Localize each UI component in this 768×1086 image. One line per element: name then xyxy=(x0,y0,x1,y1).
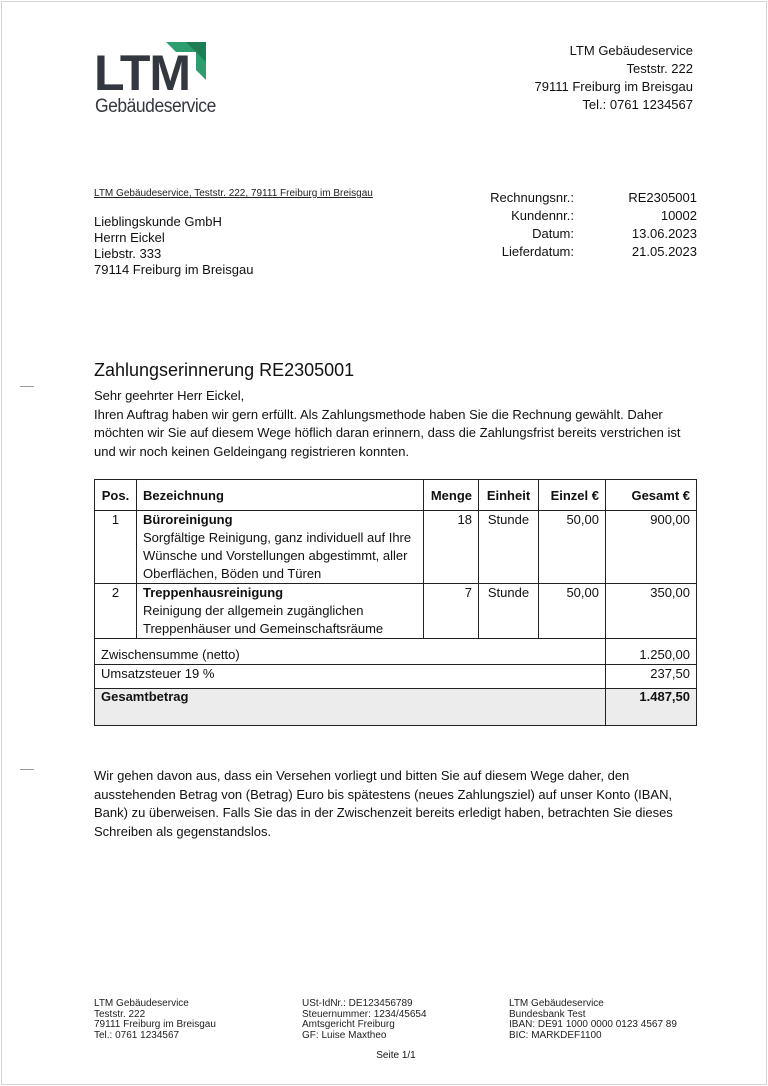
item-description-cell xyxy=(137,511,424,584)
total-label: Gesamtbetrag xyxy=(95,689,606,726)
meta-value: 21.05.2023 xyxy=(631,244,697,259)
item-menge: 18 xyxy=(424,511,479,584)
items-table xyxy=(94,479,697,726)
header-pos: Pos. xyxy=(95,480,137,511)
footer-line: IBAN: DE91 1000 0000 0123 4567 89 xyxy=(509,1019,677,1030)
meta-row-invoice-number xyxy=(472,189,697,207)
recipient-company: Lieblingskunde GmbH xyxy=(94,214,222,229)
company-address xyxy=(535,42,694,114)
logo-wordmark: LTM xyxy=(94,45,191,101)
closing-text: Wir gehen davon aus, dass ein Versehen vorliegt und bitten Sie auf diesem Wege daher, den ausstehenden Betrag von (Betrag) Euro bis spätestens (neues Zahlungsziel) auf unser Konto (IBAN, Bank) zu überweisen. Falls Sie das in der Zwischenzeit bereits erledigt haben, betrachten Sie dieses Schreiben als gegenstandslos. xyxy=(94,768,673,839)
footer-line: Bundesbank Test xyxy=(509,1008,586,1020)
subtotal-row xyxy=(95,639,697,665)
total-row xyxy=(95,689,697,726)
footer-line: Steuernummer: 1234/45654 xyxy=(302,1008,427,1020)
item-einheit: Stunde xyxy=(479,584,539,639)
item-title: Treppenhausreinigung xyxy=(143,585,284,600)
footer-line: Amtsgericht Freiburg xyxy=(302,1019,395,1030)
meta-value: 10002 xyxy=(660,208,697,223)
total-value: 1.487,50 xyxy=(606,689,697,726)
item-description: Reinigung der allgemein zugänglichen Treppenhäuser und Gemeinschaftsräume xyxy=(143,603,384,636)
subtotal-value: 1.250,00 xyxy=(606,639,697,665)
tax-label: Umsatzsteuer 19 % xyxy=(95,665,606,689)
company-city: 79111 Freiburg im Breisgau xyxy=(534,79,693,94)
document-title: Zahlungserinnerung RE2305001 xyxy=(94,360,355,380)
recipient-street: Liebstr. 333 xyxy=(94,246,162,261)
item-description-cell xyxy=(137,584,424,639)
recipient-person: Herrn Eickel xyxy=(94,230,165,245)
meta-row-customer-number xyxy=(472,207,697,225)
footer-tax-info xyxy=(302,999,427,1041)
footer-line: Tel.: 0761 1234567 xyxy=(94,1029,180,1041)
fold-mark xyxy=(20,769,34,770)
sender-return-line: LTM Gebäudeservice, Teststr. 222, 79111 Freiburg im Breisgau xyxy=(94,188,373,199)
item-einzel: 50,00 xyxy=(539,584,606,639)
meta-label: Datum: xyxy=(532,226,574,241)
item-einheit: Stunde xyxy=(479,511,539,584)
meta-label: Rechnungsnr.: xyxy=(490,190,574,205)
footer-company xyxy=(94,999,216,1041)
recipient-address xyxy=(94,214,253,278)
footer-line: GF: Luise Maxtheo xyxy=(302,1029,387,1041)
company-phone: Tel.: 0761 1234567 xyxy=(582,97,693,112)
footer-bank-info xyxy=(509,999,677,1041)
meta-value: RE2305001 xyxy=(628,190,697,205)
header-gesamt: Gesamt € xyxy=(606,480,697,511)
table-row xyxy=(95,584,697,639)
header-einzel: Einzel € xyxy=(539,480,606,511)
subtotal-label: Zwischensumme (netto) xyxy=(95,639,606,665)
footer-line: USt-IdNr.: DE123456789 xyxy=(302,998,413,1009)
page-number: Seite 1/1 xyxy=(376,1050,416,1061)
meta-value: 13.06.2023 xyxy=(631,226,697,241)
intro-text xyxy=(94,387,694,461)
footer-line: 79111 Freiburg im Breisgau xyxy=(94,1019,216,1030)
item-einzel: 50,00 xyxy=(539,511,606,584)
item-pos: 2 xyxy=(95,584,137,639)
item-title: Büroreinigung xyxy=(143,512,233,527)
company-logo xyxy=(94,40,214,120)
header-bezeichnung: Bezeichnung xyxy=(137,480,424,511)
footer-line: BIC: MARKDEF1100 xyxy=(509,1029,602,1041)
header-einheit: Einheit xyxy=(479,480,539,511)
table-row xyxy=(95,511,697,584)
header-menge: Menge xyxy=(424,480,479,511)
item-menge: 7 xyxy=(424,584,479,639)
tax-value: 237,50 xyxy=(606,665,697,689)
item-gesamt: 350,00 xyxy=(606,584,697,639)
footer-line: Teststr. 222 xyxy=(94,1008,146,1020)
fold-mark xyxy=(20,386,34,387)
table-header-row xyxy=(95,480,697,511)
meta-row-date xyxy=(472,225,697,243)
invoice-meta xyxy=(472,189,697,261)
company-street: Teststr. 222 xyxy=(626,61,693,76)
meta-label: Kundennr.: xyxy=(511,208,574,223)
item-pos: 1 xyxy=(95,511,137,584)
footer-line: LTM Gebäudeservice xyxy=(509,998,604,1009)
document-page xyxy=(1,1,767,1085)
meta-label: Lieferdatum: xyxy=(501,244,574,259)
tax-row xyxy=(95,665,697,689)
company-name: LTM Gebäudeservice xyxy=(569,43,693,58)
footer-line: LTM Gebäudeservice xyxy=(94,998,189,1009)
item-description: Sorgfältige Reinigung, ganz individuell auf Ihre Wünsche und Vorstellungen abgestimmt, aller Oberflächen, Böden und Türen xyxy=(143,530,412,581)
salutation: Sehr geehrter Herr Eickel, xyxy=(94,388,245,403)
meta-row-delivery-date xyxy=(472,243,697,261)
intro-body: Ihren Auftrag haben wir gern erfüllt. Als Zahlungsmethode haben Sie die Rechnung gewählt. Daher möchten wir Sie auf diesem Wege höflich daran erinnern, dass die Zahlungsfrist bereits verstrichen ist und wir noch keinen Geldeingang registrieren konnten. xyxy=(94,406,681,459)
recipient-city: 79114 Freiburg im Breisgau xyxy=(94,262,254,277)
logo-subtitle: Gebäudeservice xyxy=(95,96,216,117)
item-gesamt: 900,00 xyxy=(606,511,697,584)
